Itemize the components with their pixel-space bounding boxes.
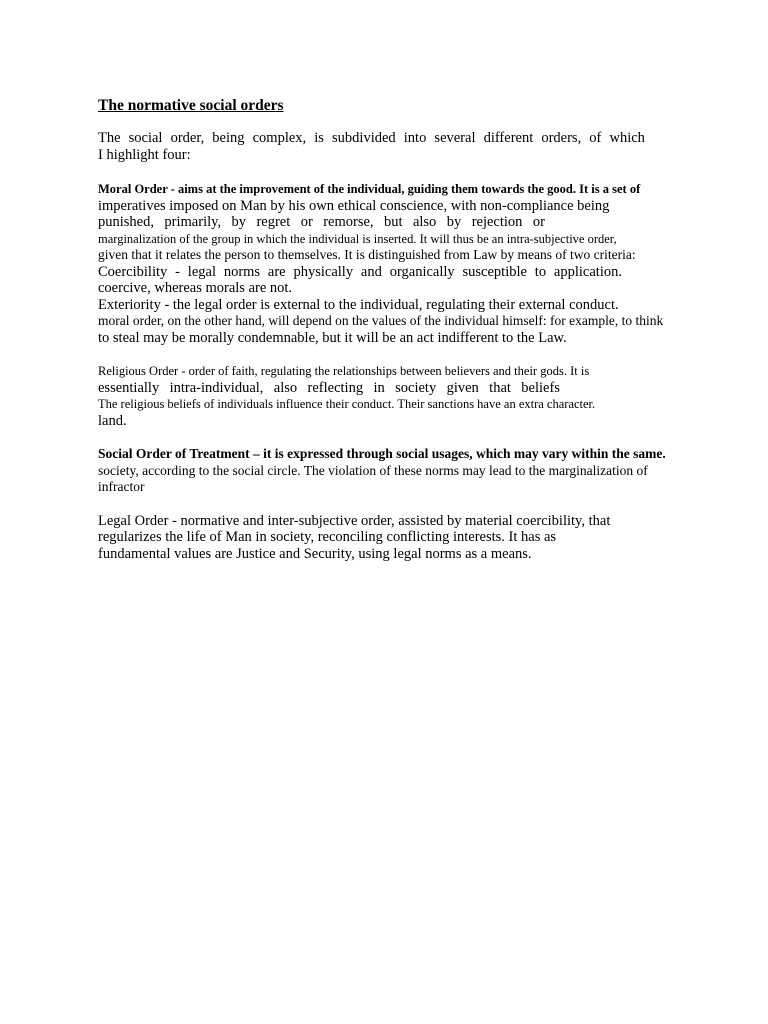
religious-line-2-word: beliefs [521,379,560,396]
moral-line-7: coercive, whereas morals are not. [98,280,293,296]
treatment-line-3: infractor [98,479,145,494]
moral-line-3-word: regret [256,214,291,230]
moral-line-8: Exteriority - the legal order is external to the individual, regulating their external conduct. [98,296,619,313]
moral-line-6-word: application. [553,263,622,280]
intro-line-1-word: subdivided [332,130,396,146]
religious-line-2-word: reflecting [307,379,364,396]
intro-line-1-word: into [403,130,427,146]
moral-line-3-word: remorse, [323,214,374,230]
moral-line-6-word: to [534,263,547,280]
religious-line-2 [98,380,560,397]
legal-line-3: fundamental values are Justice and Security, using legal norms as a means. [98,545,532,562]
moral-line-3-word: primarily, [164,214,222,230]
religious-line-1: Religious Order - order of faith, regulating the relationships between believers and their gods. It is [98,364,590,378]
intro-line-1-word: which [609,130,645,146]
moral-line-3-word: by [231,214,246,230]
moral-line-3-word: also [412,214,437,230]
moral-line-6-word: organically [389,263,455,280]
moral-line-3-word: but [383,214,403,230]
religious-line-2-word: that [489,379,511,396]
moral-line-3-word: or [532,214,545,230]
moral-line-6-word: - [175,263,180,280]
moral-line-5: given that it relates the person to themselves. It is distinguished from Law by means of two criteria: [98,247,636,262]
religious-line-2-word: in [373,379,385,396]
moral-line-6-word: are [267,263,286,280]
document-page [98,96,688,562]
moral-line-3-word: rejection [471,214,523,230]
intro-line-1-word: different [483,130,534,146]
moral-line-6-word: physically [293,263,354,280]
moral-line-3-word: by [446,214,462,230]
intro-line-1-word: order, [170,130,205,146]
treatment-heading-line: Social Order of Treatment – it is expressed through social usages, which may vary within the same. [98,446,666,461]
moral-line-3 [98,214,545,231]
moral-line-6 [98,264,622,281]
intro-line-1-word: orders, [541,130,582,146]
religious-line-2-word: essentially [98,379,160,396]
intro-line-1-word: of [589,130,602,146]
intro-line-1-word: The [98,130,121,146]
intro-line-1-word: complex, [252,130,307,146]
moral-line-6-word: and [360,263,382,280]
intro-line-1-word: being [212,130,245,146]
treatment-line-2: society, according to the social circle. The violation of these norms may lead to the marginalization of [98,462,648,478]
religious-line-4: land. [98,412,127,429]
intro-line-2: I highlight four: [98,146,191,163]
moral-line-3-word: punished, [98,214,154,230]
religious-line-3: The religious beliefs of individuals influence their conduct. Their sanctions have an extra character. [98,397,596,411]
intro-line-1-word: is [314,130,324,146]
moral-line-9: moral order, on the other hand, will depend on the values of the individual himself: for example, to think [98,313,664,328]
moral-line-10: to steal may be morally condemnable, but it will be an act indifferent to the Law. [98,329,567,346]
religious-line-2-word: given [446,379,479,396]
page-title: The normative social orders [98,97,284,114]
religious-line-2-word: society [395,379,437,396]
legal-line-2: regularizes the life of Man in society, reconciling conflicting interests. It has as [98,529,557,545]
intro-line-1-word: social [128,130,163,146]
moral-line-2: imperatives imposed on Man by his own ethical conscience, with non-compliance being [98,197,610,214]
moral-order-heading-line: Moral Order - aims at the improvement of the individual, guiding them towards the good. It is a set of [98,182,641,196]
intro-line-1 [98,130,645,147]
moral-line-6-word: Coercibility [98,263,168,280]
legal-line-1: Legal Order - normative and inter-subjective order, assisted by material coercibility, that [98,512,611,529]
moral-line-6-word: legal [187,263,216,280]
religious-line-2-word: also [273,379,298,396]
religious-line-2-word: intra-individual, [169,379,264,396]
moral-line-6-word: norms [223,263,261,280]
moral-line-3-word: or [300,214,313,230]
moral-line-4: marginalization of the group in which the individual is inserted. It will thus be an intra-subjective order, [98,231,617,246]
intro-line-1-word: several [434,130,476,146]
moral-line-6-word: susceptible [462,263,527,280]
